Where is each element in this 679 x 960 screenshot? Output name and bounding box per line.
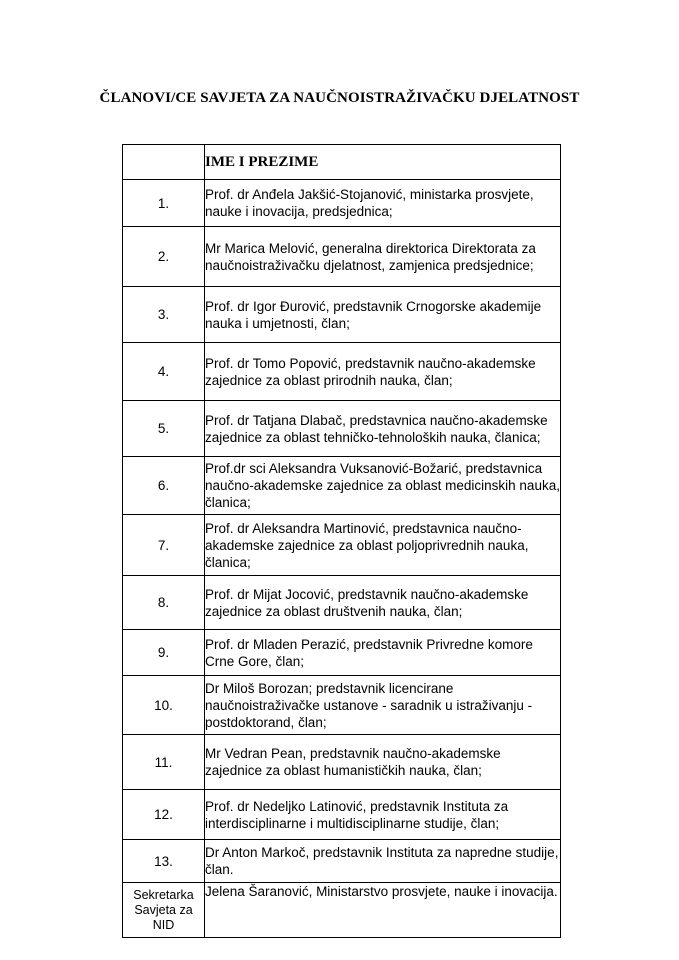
table-row [123,840,561,883]
header-number-cell [123,145,205,180]
table-row [123,630,561,676]
table-row [123,576,561,630]
header-name-cell: IME I PREZIME [205,145,561,180]
row-member: Prof. dr Anđela Jakšić-Stojanović, ministarka prosvjete, nauke i inovacija, predsjednica; [205,180,561,227]
row-number: 2. [123,227,205,287]
row-number: 12. [123,790,205,840]
row-number: 7. [123,515,205,576]
row-number: 8. [123,576,205,630]
row-member: Prof. dr Tatjana Dlabač, predstavnica naučno-akademske zajednice za oblast tehničko-tehnoloških nauka, članica; [205,401,561,457]
row-member: Prof. dr Tomo Popović, predstavnik naučno-akademske zajednice za oblast prirodnih nauka, član; [205,343,561,401]
table-row [123,287,561,343]
table-row [123,790,561,840]
row-member: Dr Miloš Borozan; predstavnik licencirane naučnoistraživačke ustanove - saradnik u istraživanju - postdoktorand, član; [205,676,561,735]
table-header-row [123,145,561,180]
table-row [123,735,561,790]
table-row [123,401,561,457]
table-row [123,676,561,735]
row-number: 1. [123,180,205,227]
document-title: ČLANOVI/CE SAVJETA ZA NAUČNOISTRAŽIVAČKU DJELATNOST [99,90,580,106]
row-number: 4. [123,343,205,401]
table-row [123,180,561,227]
row-member: Prof. dr Mladen Perazić, predstavnik Privredne komore Crne Gore, član; [205,630,561,676]
row-number: 11. [123,735,205,790]
table-row [123,227,561,287]
row-member: Mr Vedran Pean, predstavnik naučno-akademske zajednice za oblast humanističkih nauka, član; [205,735,561,790]
row-member: Dr Anton Markoč, predstavnik Instituta za napredne studije, član. [205,840,561,883]
row-number: 9. [123,630,205,676]
row-member: Prof. dr Aleksandra Martinović, predstavnica naučno-akademske zajednice za oblast poljoprivrednih nauka, članica; [205,515,561,576]
row-number: 3. [123,287,205,343]
row-member: Prof.dr sci Aleksandra Vuksanović-Božarić, predstavnica naučno-akademske zajednice za oblast medicinskih nauka, članica; [205,457,561,515]
secretary-row [123,883,561,938]
secretary-role: Sekretarka Savjeta za NID [123,883,205,938]
row-number: 6. [123,457,205,515]
row-member: Prof. dr Mijat Jocović, predstavnik naučno-akademske zajednice za oblast društvenih nauka, član; [205,576,561,630]
row-number: 13. [123,840,205,883]
members-table [122,144,561,938]
secretary-name: Jelena Šaranović, Ministarstvo prosvjete, nauke i inovacija. [205,883,561,938]
row-number: 10. [123,676,205,735]
table-row [123,457,561,515]
table-row [123,343,561,401]
table-row [123,515,561,576]
row-member: Prof. dr Nedeljko Latinović, predstavnik Instituta za interdisciplinarne i multidisciplinarne studije, član; [205,790,561,840]
row-member: Prof. dr Igor Đurović, predstavnik Crnogorske akademije nauka i umjetnosti, član; [205,287,561,343]
row-member: Mr Marica Melović, generalna direktorica Direktorata za naučnoistraživačku djelatnost, zamjenica predsjednice; [205,227,561,287]
row-number: 5. [123,401,205,457]
